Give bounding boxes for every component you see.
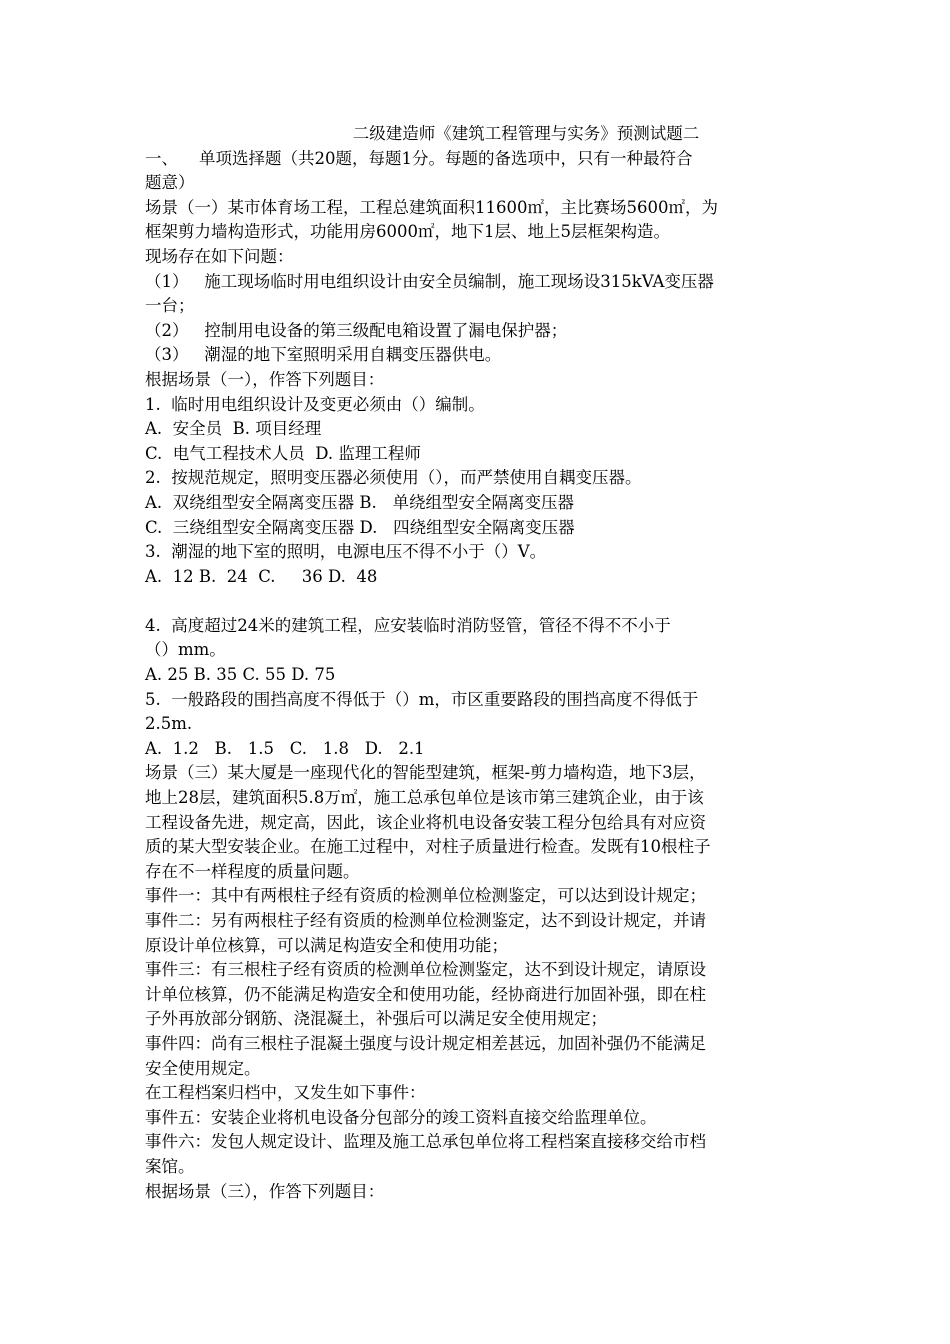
text-line: 案馆。 — [145, 1156, 195, 1176]
text-line: 质的某大型安装企业。在施工过程中，对柱子质量进行检查。发既有10根柱子 — [145, 837, 711, 857]
text-line: 原设计单位核算，可以满足构造安全和使用功能； — [145, 935, 508, 955]
text-line: 现场存在如下问题： — [145, 246, 294, 266]
text-line: 一台； — [145, 296, 195, 316]
document-page — [145, 122, 815, 1204]
text-line: A. 12 B. 24 C. 36 D. 48 — [145, 566, 378, 586]
text-line: C. 三绕组型安全隔离变压器 D. 四绕组型安全隔离变压器 — [145, 517, 575, 537]
text-line: 5. 一般路段的围挡高度不得低于（）m，市区重要路段的围挡高度不得低于 — [145, 689, 699, 709]
text-line: （）mm。 — [145, 640, 226, 660]
blank-line — [145, 589, 815, 614]
text-line: 地上28层，建筑面积5.8万㎡，施工总承包单位是该市第三建筑企业，由于该 — [145, 788, 704, 808]
text-line: 在工程档案归档中，又发生如下事件： — [145, 1083, 426, 1103]
document-title: 二级建造师《建筑工程管理与实务》预测试题二 — [352, 124, 700, 143]
text-line: C. 电气工程技术人员 D. 监理工程师 — [145, 443, 421, 463]
text-line: 存在不一样程度的质量问题。 — [145, 861, 360, 881]
text-line: 事件五：安装企业将机电设备分包部分的竣工资料直接交给监理单位。 — [145, 1107, 657, 1127]
text-line: A. 1.2 B. 1.5 C. 1.8 D. 2.1 — [145, 738, 425, 758]
text-line: 一、 单项选择题（共20题，每题1分。每题的备选项中，只有一种最符合 — [145, 148, 693, 168]
text-line: 事件二：另有两根柱子经有资质的检测单位检测鉴定，达不到设计规定，并请 — [145, 911, 706, 930]
text-line: （3） 潮湿的地下室照明采用自耦变压器供电。 — [145, 345, 502, 365]
text-line: 2.5m. — [145, 714, 193, 734]
text-line: A. 25 B. 35 C. 55 D. 75 — [145, 665, 336, 685]
text-line: 场景（一）某市体育场工程，工程总建筑面积11600㎡，主比赛场5600㎡，为 — [145, 197, 718, 217]
text-line: 场景（三）某大厦是一座现代化的智能型建筑，框架-剪力墙构造，地下3层， — [145, 763, 706, 783]
text-line: （2） 控制用电设备的第三级配电箱设置了漏电保护器； — [145, 320, 568, 340]
text-line: 3. 潮湿的地下室的照明，电源电压不得不小于（）V。 — [145, 542, 547, 562]
text-line: 事件三：有三根柱子经有资质的检测单位检测鉴定，达不到设计规定，请原设 — [145, 960, 706, 980]
text-line: A. 安全员 B. 项目经理 — [145, 419, 322, 439]
text-line: 安全使用规定。 — [145, 1058, 261, 1078]
text-line: 计单位核算，仍不能满足构造安全和使用功能，经协商进行加固补强，即在柱 — [145, 984, 706, 1004]
text-line: （1） 施工现场临时用电组织设计由安全员编制，施工现场设315kVA变压器 — [145, 271, 714, 291]
text-line: 4. 高度超过24米的建筑工程，应安装临时消防竖管，管径不得不不小于 — [145, 615, 671, 635]
text-line: 框架剪力墙构造形式，功能用房6000㎡，地下1层、地上5层框架构造。 — [145, 222, 670, 242]
text-line: 事件四：尚有三根柱子混凝土强度与设计规定相差甚远，加固补强仍不能满足 — [145, 1033, 706, 1053]
text-line: 子外再放部分钢筋、浇混凝土，补强后可以满足安全使用规定； — [145, 1009, 607, 1029]
text-line: 事件六：发包人规定设计、监理及施工总承包单位将工程档案直接移交给市档 — [145, 1132, 706, 1152]
text-line: 事件一：其中有两根柱子经有资质的检测单位检测鉴定，可以达到设计规定； — [145, 886, 706, 906]
text-line: 根据场景（三），作答下列题目： — [145, 1181, 385, 1201]
text-line: A. 双绕组型安全隔离变压器 B. 单绕组型安全隔离变压器 — [145, 492, 574, 512]
text-line: 2. 按规范规定，照明变压器必须使用（），而严禁使用自耦变压器。 — [145, 468, 642, 488]
text-line: 题意） — [145, 173, 195, 193]
text-line: 根据场景（一），作答下列题目： — [145, 369, 385, 389]
text-line: 1. 临时用电组织设计及变更必须由（）编制。 — [145, 394, 485, 414]
text-line: 工程设备先进，规定高，因此，该企业将机电设备安装工程分包给具有对应资 — [145, 812, 706, 832]
